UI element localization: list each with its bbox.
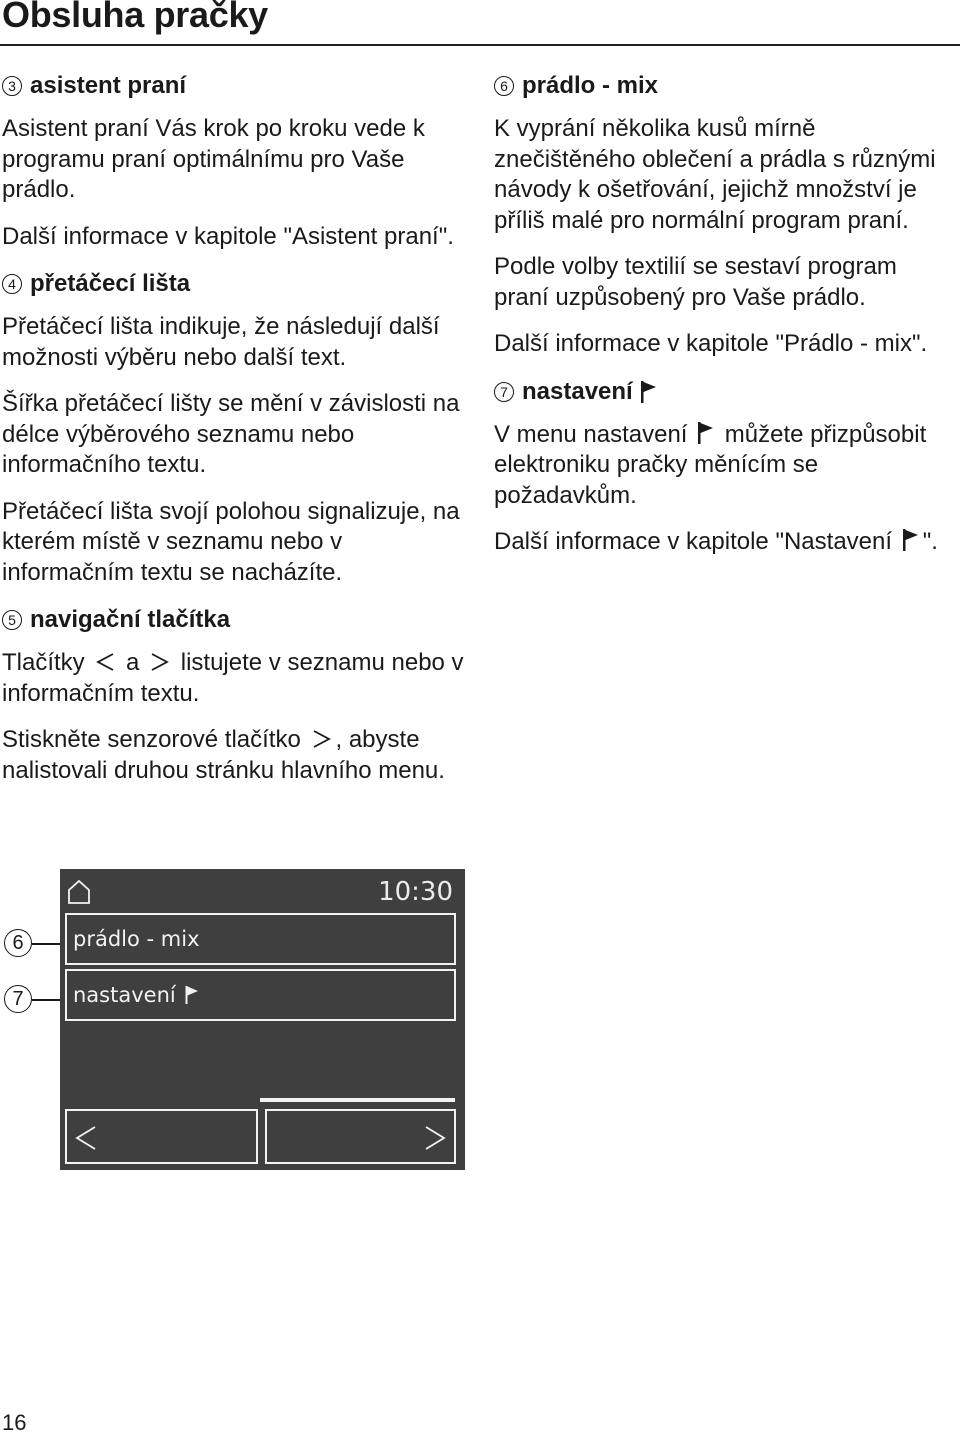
text-fragment: Tlačítky [2,649,85,676]
chevron-right-icon [149,651,171,673]
header-divider [0,44,960,46]
paragraph: Šířka přetáčecí lišty se mění v závislosti na délce výběrového seznamu nebo informačního textu. [2,390,460,478]
section-title: asistent praní [30,72,187,99]
page-number: 16 [2,1410,27,1435]
text-fragment: ". [922,528,938,555]
clock-time: 10:30 [378,877,453,907]
section-navigacni-tlacitka [2,604,464,786]
section-pretaceci-lista [2,268,464,588]
text-fragment: , abyste nalistovali druhou stránku hlavního menu. [2,726,445,784]
paragraph: Další informace v kapitole "Asistent praní". [2,222,454,250]
text-fragment: Další informace v kapitole "Nastavení [494,528,893,555]
paragraph: Další informace v kapitole "Prádlo - mix". [494,330,928,357]
right-column [494,70,956,574]
section-heading [2,70,464,102]
paragraph [2,648,464,709]
section-nastaveni [494,376,956,558]
paragraph: Asistent praní Vás krok po kroku vede k programu praní optimálnímu pro Vaše prádlo. [2,115,425,203]
text-fragment: V menu nastavení [494,420,688,448]
flag-icon [184,985,200,1005]
flag-icon [901,528,921,552]
section-heading [494,70,956,102]
paragraph [2,725,464,786]
section-number: 4 [2,274,22,294]
text-fragment: a [126,649,140,676]
menu-item-label: nastavení [73,983,176,1007]
chevron-right-icon [424,1125,446,1151]
nav-forward-button[interactable] [265,1109,456,1164]
section-title: prádlo - mix [522,72,659,99]
text-fragment: můžete přizpůsobit elektroniku pračky měnícím se požadavkům. [494,420,927,509]
flag-icon [696,421,716,445]
flag-icon [639,380,659,404]
callout-number: 7 [4,985,32,1013]
home-icon[interactable] [66,879,92,905]
paragraph: Podle volby textilií se sestaví program praní uzpůsobený pro Vaše prádlo. [494,253,897,311]
left-column [2,70,464,802]
chevron-left-icon [94,651,116,673]
menu-item-pradlo-mix[interactable] [65,913,456,965]
menu-item-nastaveni[interactable] [65,969,456,1021]
section-number: 5 [2,610,22,630]
section-title: přetáčecí lišta [30,270,191,297]
section-heading [494,376,956,408]
paragraph [494,527,956,558]
section-title: navigační tlačítka [30,606,231,633]
chevron-left-icon [75,1125,97,1151]
paragraph: Přetáčecí lišta indikuje, že následují další možnosti výběru nebo další text. [2,313,440,371]
paragraph [494,420,956,512]
paragraph: K vyprání několika kusů mírně znečištěného oblečení a prádla s různými návody k ošetřování, jejichž množství je příliš malé pro normální program praní. [494,115,936,234]
section-asistent-prani [2,70,464,252]
section-title: nastavení [522,377,633,405]
section-heading [2,268,464,300]
section-number: 3 [2,76,22,96]
display-illustration [60,869,465,1170]
section-pradlo-mix [494,70,956,360]
section-heading [2,604,464,636]
scroll-bar[interactable] [260,1098,455,1102]
chevron-right-icon [311,728,333,750]
text-fragment: Stiskněte senzorové tlačítko [2,726,301,753]
section-number: 7 [494,382,514,402]
page-title: Obsluha pračky [2,0,268,35]
callout-number: 6 [4,929,32,957]
section-number: 6 [494,76,514,96]
menu-item-label: prádlo - mix [73,927,200,951]
paragraph: Přetáčecí lišta svojí polohou signalizuje, na kterém místě v seznamu nebo v informačním textu se nacházíte. [2,497,460,586]
nav-back-button[interactable] [65,1109,258,1164]
text-fragment: listujete v seznamu nebo v informačním textu. [2,649,464,707]
